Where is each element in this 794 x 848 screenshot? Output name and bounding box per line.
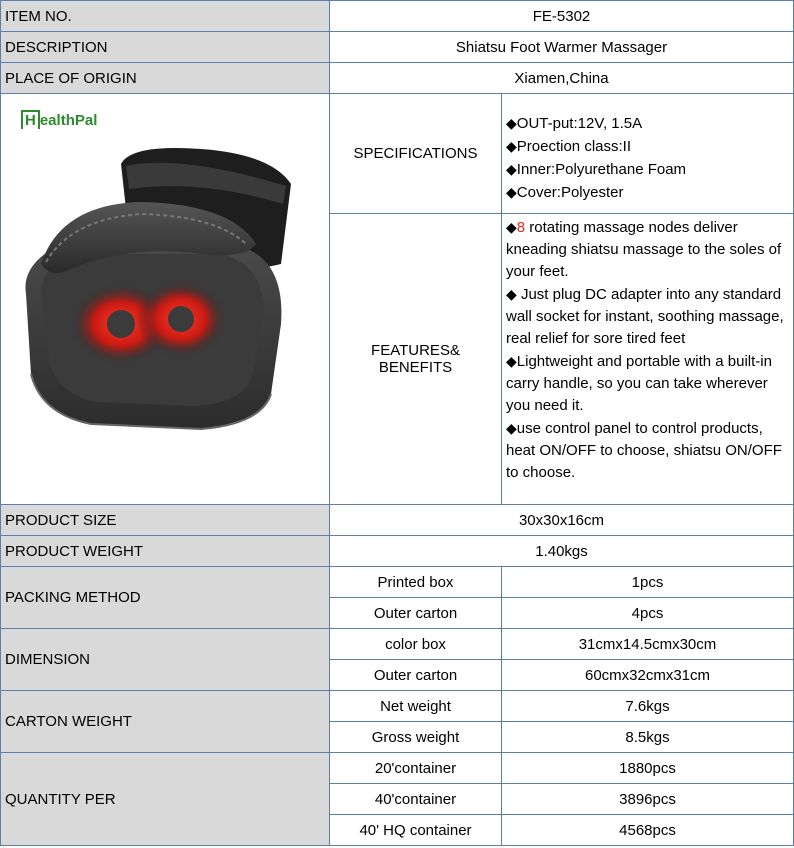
carton-weight-sub-name: Gross weight bbox=[330, 722, 502, 753]
row-dimension-1 bbox=[1, 629, 794, 660]
product-image-cell bbox=[1, 94, 330, 505]
specifications-list bbox=[502, 94, 794, 214]
label-description: DESCRIPTION bbox=[1, 32, 330, 63]
row-description bbox=[1, 32, 794, 63]
quantity-sub-name: 40'container bbox=[330, 784, 502, 815]
quantity-sub-name: 20'container bbox=[330, 753, 502, 784]
packing-sub-name: Outer carton bbox=[330, 598, 502, 629]
dimension-sub-value: 60cmx32cmx31cm bbox=[502, 660, 794, 691]
row-item-no bbox=[1, 1, 794, 32]
value-origin: Xiamen,China bbox=[330, 63, 794, 94]
value-description: Shiatsu Foot Warmer Massager bbox=[330, 32, 794, 63]
packing-sub-value: 1pcs bbox=[502, 567, 794, 598]
label-carton-weight: CARTON WEIGHT bbox=[1, 691, 330, 753]
label-quantity: QUANTITY PER bbox=[1, 753, 330, 846]
feature-item: ◆use control panel to control products, heat ON/OFF to choose, shiatsu ON/OFF to choose. bbox=[506, 420, 782, 481]
value-item-no: FE-5302 bbox=[330, 1, 794, 32]
feature-item: ◆Lightweight and portable with a built-in carry handle, so you can take wherever you need it. bbox=[506, 353, 772, 414]
row-product-size bbox=[1, 505, 794, 536]
packing-sub-name: Printed box bbox=[330, 567, 502, 598]
quantity-sub-value: 3896pcs bbox=[502, 784, 794, 815]
spec-item: ◆Proection class:II bbox=[506, 138, 631, 155]
row-quantity-1 bbox=[1, 753, 794, 784]
packing-sub-value: 4pcs bbox=[502, 598, 794, 629]
carton-weight-sub-value: 7.6kgs bbox=[502, 691, 794, 722]
label-dimension: DIMENSION bbox=[1, 629, 330, 691]
label-product-size: PRODUCT SIZE bbox=[1, 505, 330, 536]
value-product-size: 30x30x16cm bbox=[330, 505, 794, 536]
foot-massager-image bbox=[1, 94, 330, 504]
quantity-sub-name: 40' HQ container bbox=[330, 815, 502, 846]
row-carton-weight-1 bbox=[1, 691, 794, 722]
dimension-sub-name: Outer carton bbox=[330, 660, 502, 691]
spec-item: ◆Cover:Polyester bbox=[506, 184, 624, 201]
quantity-sub-value: 4568pcs bbox=[502, 815, 794, 846]
row-product-weight bbox=[1, 536, 794, 567]
spec-item: ◆OUT-put:12V, 1.5A bbox=[506, 115, 643, 132]
label-features: FEATURES& BENEFITS bbox=[330, 214, 502, 505]
spec-item: ◆Inner:Polyurethane Foam bbox=[506, 161, 687, 178]
feature-item: ◆ Just plug DC adapter into any standard wall socket for instant, soothing massage, real relief for sore tired feet bbox=[506, 286, 784, 347]
label-specifications: SPECIFICATIONS bbox=[330, 94, 502, 214]
row-specifications bbox=[1, 94, 794, 214]
label-packing: PACKING METHOD bbox=[1, 567, 330, 629]
value-product-weight: 1.40kgs bbox=[330, 536, 794, 567]
dimension-sub-name: color box bbox=[330, 629, 502, 660]
row-packing-1 bbox=[1, 567, 794, 598]
dimension-sub-value: 31cmx14.5cmx30cm bbox=[502, 629, 794, 660]
carton-weight-sub-name: Net weight bbox=[330, 691, 502, 722]
label-item-no: ITEM NO. bbox=[1, 1, 330, 32]
row-origin bbox=[1, 63, 794, 94]
feature-item: ◆8 rotating massage nodes deliver kneading shiatsu massage to the soles of your feet. bbox=[506, 219, 782, 280]
carton-weight-sub-value: 8.5kgs bbox=[502, 722, 794, 753]
features-list bbox=[502, 214, 794, 505]
quantity-sub-value: 1880pcs bbox=[502, 753, 794, 784]
label-product-weight: PRODUCT WEIGHT bbox=[1, 536, 330, 567]
healthpal-logo: H ealthPal bbox=[21, 110, 97, 129]
label-origin: PLACE OF ORIGIN bbox=[1, 63, 330, 94]
